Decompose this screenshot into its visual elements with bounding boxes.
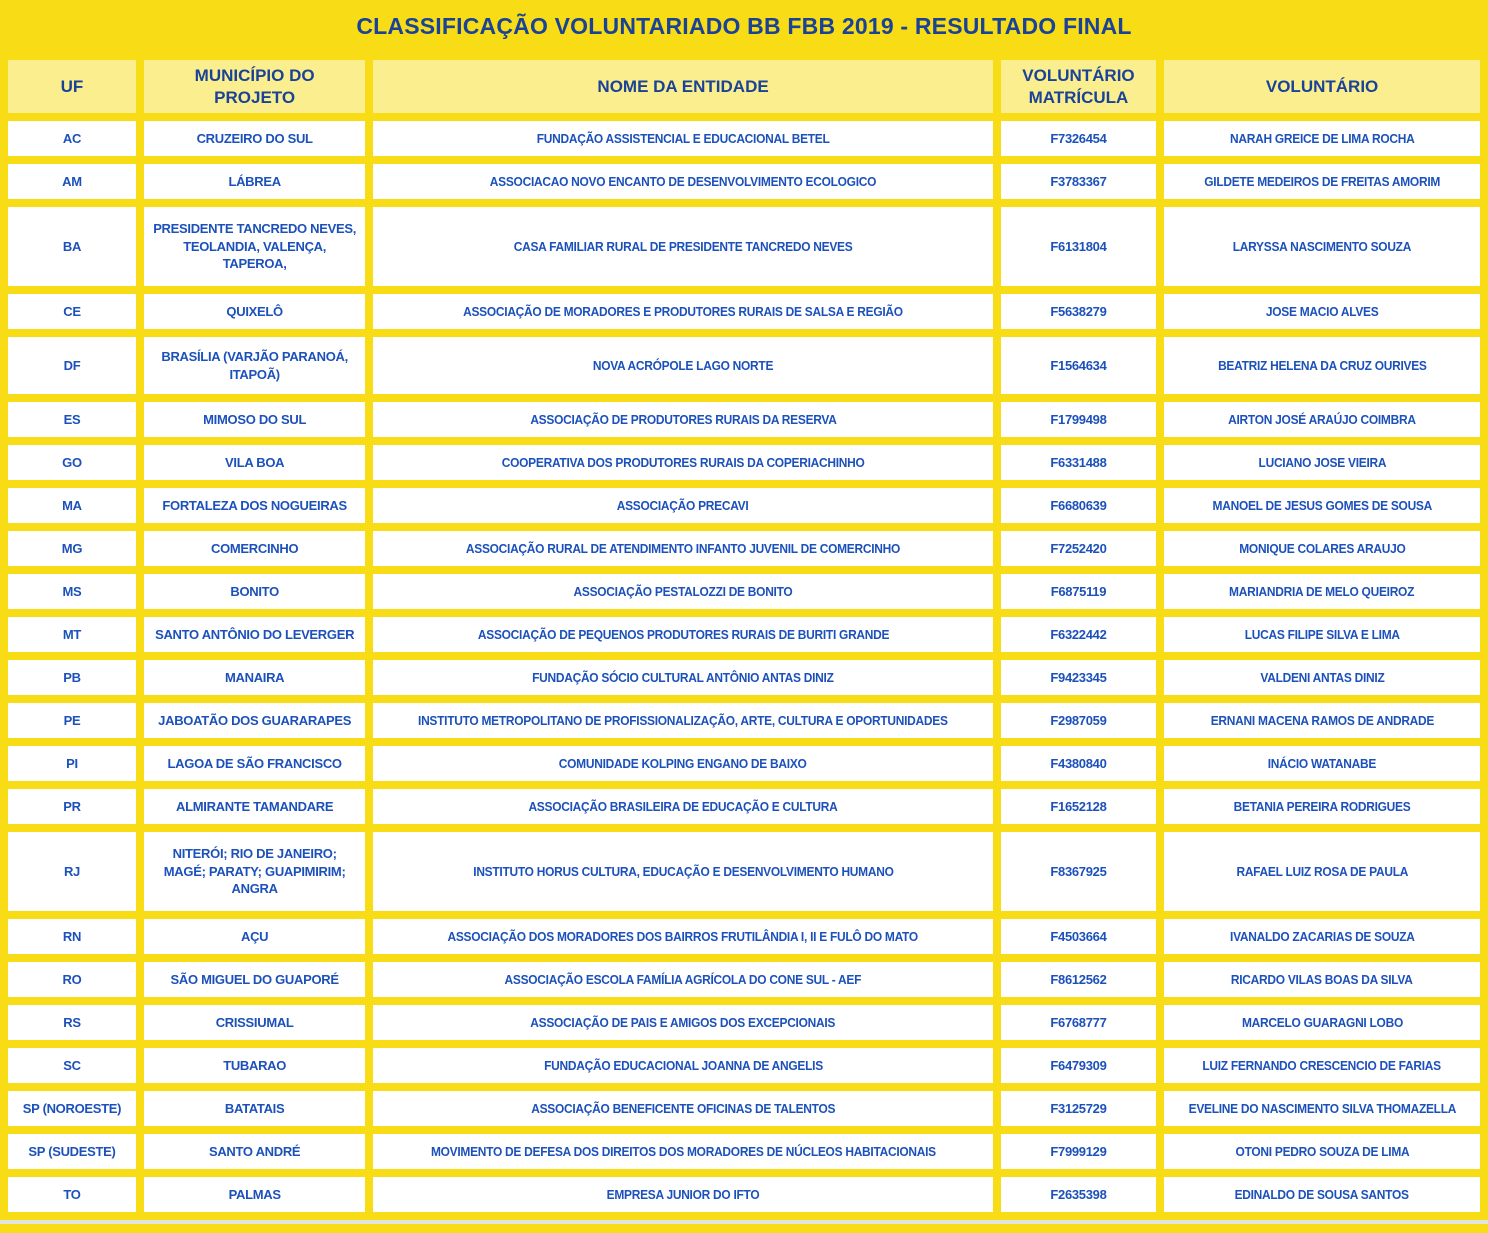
cell-uf: SP (SUDESTE) xyxy=(8,1134,136,1169)
cell-uf: SC xyxy=(8,1048,136,1083)
cell-matricula: F3783367 xyxy=(1001,164,1156,199)
cell-matricula: F4380840 xyxy=(1001,746,1156,781)
table-row xyxy=(8,1091,1480,1126)
column-header-entidade: NOME DA ENTIDADE xyxy=(373,60,992,113)
cell-municipio: VILA BOA xyxy=(144,445,365,480)
cell-voluntario: LUCAS FILIPE SILVA E LIMA xyxy=(1164,617,1480,652)
table-row xyxy=(8,1134,1480,1169)
header-row xyxy=(8,60,1480,113)
table-row xyxy=(8,337,1480,394)
cell-entidade: ASSOCIAÇÃO PRECAVI xyxy=(373,488,992,523)
cell-voluntario: RICARDO VILAS BOAS DA SILVA xyxy=(1164,962,1480,997)
cell-municipio: NITERÓI; RIO DE JANEIRO; MAGÉ; PARATY; GUAPIMIRIM; ANGRA xyxy=(144,832,365,911)
cell-matricula: F4503664 xyxy=(1001,919,1156,954)
cell-uf: BA xyxy=(8,207,136,286)
cell-uf: PI xyxy=(8,746,136,781)
cell-uf: AM xyxy=(8,164,136,199)
table-row xyxy=(8,832,1480,911)
cell-uf: TO xyxy=(8,1177,136,1212)
cell-uf: MS xyxy=(8,574,136,609)
cell-entidade: ASSOCIAÇÃO DOS MORADORES DOS BAIRROS FRUTILÂNDIA I, II E FULÔ DO MATO xyxy=(373,919,992,954)
bottom-strip xyxy=(0,1220,1488,1224)
cell-municipio: BONITO xyxy=(144,574,365,609)
cell-uf: MG xyxy=(8,531,136,566)
cell-municipio: CRUZEIRO DO SUL xyxy=(144,121,365,156)
cell-entidade: CASA FAMILIAR RURAL DE PRESIDENTE TANCREDO NEVES xyxy=(373,207,992,286)
table-row xyxy=(8,1005,1480,1040)
cell-uf: PR xyxy=(8,789,136,824)
cell-municipio: FORTALEZA DOS NOGUEIRAS xyxy=(144,488,365,523)
cell-matricula: F7252420 xyxy=(1001,531,1156,566)
cell-voluntario: EVELINE DO NASCIMENTO SILVA THOMAZELLA xyxy=(1164,1091,1480,1126)
cell-matricula: F7326454 xyxy=(1001,121,1156,156)
title-bar xyxy=(0,0,1488,52)
cell-voluntario: BETANIA PEREIRA RODRIGUES xyxy=(1164,789,1480,824)
cell-uf: AC xyxy=(8,121,136,156)
column-header-municipio: MUNICÍPIO DO PROJETO xyxy=(144,60,365,113)
cell-matricula: F8612562 xyxy=(1001,962,1156,997)
cell-matricula: F6680639 xyxy=(1001,488,1156,523)
cell-entidade: COOPERATIVA DOS PRODUTORES RURAIS DA COPERIACHINHO xyxy=(373,445,992,480)
cell-matricula: F6331488 xyxy=(1001,445,1156,480)
cell-voluntario: MONIQUE COLARES ARAUJO xyxy=(1164,531,1480,566)
cell-entidade: NOVA ACRÓPOLE LAGO NORTE xyxy=(373,337,992,394)
cell-uf: RS xyxy=(8,1005,136,1040)
cell-matricula: F5638279 xyxy=(1001,294,1156,329)
cell-entidade: COMUNIDADE KOLPING ENGANO DE BAIXO xyxy=(373,746,992,781)
cell-voluntario: GILDETE MEDEIROS DE FREITAS AMORIM xyxy=(1164,164,1480,199)
cell-matricula: F2635398 xyxy=(1001,1177,1156,1212)
table-row xyxy=(8,617,1480,652)
cell-voluntario: VALDENI ANTAS DINIZ xyxy=(1164,660,1480,695)
cell-entidade: ASSOCIAÇÃO ESCOLA FAMÍLIA AGRÍCOLA DO CONE SUL - AEF xyxy=(373,962,992,997)
cell-uf: MT xyxy=(8,617,136,652)
cell-municipio: TUBARAO xyxy=(144,1048,365,1083)
cell-municipio: LÁBREA xyxy=(144,164,365,199)
cell-voluntario: MANOEL DE JESUS GOMES DE SOUSA xyxy=(1164,488,1480,523)
cell-municipio: SANTO ANDRÉ xyxy=(144,1134,365,1169)
cell-entidade: FUNDAÇÃO SÓCIO CULTURAL ANTÔNIO ANTAS DINIZ xyxy=(373,660,992,695)
cell-municipio: BRASÍLIA (VARJÃO PARANOÁ, ITAPOÃ) xyxy=(144,337,365,394)
cell-entidade: ASSOCIAÇÃO RURAL DE ATENDIMENTO INFANTO JUVENIL DE COMERCINHO xyxy=(373,531,992,566)
cell-uf: GO xyxy=(8,445,136,480)
cell-matricula: F1652128 xyxy=(1001,789,1156,824)
cell-voluntario: BEATRIZ HELENA DA CRUZ OURIVES xyxy=(1164,337,1480,394)
cell-entidade: FUNDAÇÃO EDUCACIONAL JOANNA DE ANGELIS xyxy=(373,1048,992,1083)
cell-matricula: F2987059 xyxy=(1001,703,1156,738)
table-row xyxy=(8,746,1480,781)
cell-voluntario: OTONI PEDRO SOUZA DE LIMA xyxy=(1164,1134,1480,1169)
cell-municipio: COMERCINHO xyxy=(144,531,365,566)
cell-municipio: JABOATÃO DOS GUARARAPES xyxy=(144,703,365,738)
table-row xyxy=(8,703,1480,738)
cell-matricula: F6875119 xyxy=(1001,574,1156,609)
cell-entidade: ASSOCIACAO NOVO ENCANTO DE DESENVOLVIMENTO ECOLOGICO xyxy=(373,164,992,199)
table-row xyxy=(8,164,1480,199)
cell-entidade: INSTITUTO METROPOLITANO DE PROFISSIONALIZAÇÃO, ARTE, CULTURA E OPORTUNIDADES xyxy=(373,703,992,738)
cell-entidade: MOVIMENTO DE DEFESA DOS DIREITOS DOS MORADORES DE NÚCLEOS HABITACIONAIS xyxy=(373,1134,992,1169)
cell-entidade: ASSOCIAÇÃO PESTALOZZI DE BONITO xyxy=(373,574,992,609)
cell-uf: PE xyxy=(8,703,136,738)
cell-voluntario: NARAH GREICE DE LIMA ROCHA xyxy=(1164,121,1480,156)
cell-voluntario: MARCELO GUARAGNI LOBO xyxy=(1164,1005,1480,1040)
cell-municipio: MANAIRA xyxy=(144,660,365,695)
cell-municipio: CRISSIUMAL xyxy=(144,1005,365,1040)
table-row xyxy=(8,1048,1480,1083)
cell-entidade: ASSOCIAÇÃO DE PAIS E AMIGOS DOS EXCEPCIONAIS xyxy=(373,1005,992,1040)
cell-municipio: PALMAS xyxy=(144,1177,365,1212)
table-row xyxy=(8,531,1480,566)
table-row xyxy=(8,445,1480,480)
cell-voluntario: INÁCIO WATANABE xyxy=(1164,746,1480,781)
cell-uf: ES xyxy=(8,402,136,437)
column-header-uf: UF xyxy=(8,60,136,113)
table-row xyxy=(8,574,1480,609)
cell-matricula: F9423345 xyxy=(1001,660,1156,695)
table-row xyxy=(8,402,1480,437)
cell-municipio: QUIXELÔ xyxy=(144,294,365,329)
cell-voluntario: LUCIANO JOSE VIEIRA xyxy=(1164,445,1480,480)
cell-matricula: F1799498 xyxy=(1001,402,1156,437)
table-header xyxy=(8,60,1480,113)
cell-entidade: INSTITUTO HORUS CULTURA, EDUCAÇÃO E DESENVOLVIMENTO HUMANO xyxy=(373,832,992,911)
table-body xyxy=(8,121,1480,1212)
cell-voluntario: RAFAEL LUIZ ROSA DE PAULA xyxy=(1164,832,1480,911)
column-header-matricula: VOLUNTÁRIO MATRÍCULA xyxy=(1001,60,1156,113)
cell-uf: SP (NOROESTE) xyxy=(8,1091,136,1126)
cell-municipio: PRESIDENTE TANCREDO NEVES, TEOLANDIA, VALENÇA, TAPEROA, xyxy=(144,207,365,286)
cell-uf: PB xyxy=(8,660,136,695)
table-row xyxy=(8,789,1480,824)
cell-matricula: F6479309 xyxy=(1001,1048,1156,1083)
cell-municipio: LAGOA DE SÃO FRANCISCO xyxy=(144,746,365,781)
table-row xyxy=(8,488,1480,523)
cell-municipio: SÃO MIGUEL DO GUAPORÉ xyxy=(144,962,365,997)
cell-entidade: ASSOCIAÇÃO DE MORADORES E PRODUTORES RURAIS DE SALSA E REGIÃO xyxy=(373,294,992,329)
cell-uf: RO xyxy=(8,962,136,997)
table-row xyxy=(8,962,1480,997)
cell-municipio: AÇU xyxy=(144,919,365,954)
column-header-voluntario: VOLUNTÁRIO xyxy=(1164,60,1480,113)
cell-entidade: ASSOCIAÇÃO DE PRODUTORES RURAIS DA RESERVA xyxy=(373,402,992,437)
table-row xyxy=(8,660,1480,695)
table-row xyxy=(8,294,1480,329)
cell-voluntario: LARYSSA NASCIMENTO SOUZA xyxy=(1164,207,1480,286)
cell-entidade: ASSOCIAÇÃO BRASILEIRA DE EDUCAÇÃO E CULTURA xyxy=(373,789,992,824)
cell-matricula: F6768777 xyxy=(1001,1005,1156,1040)
cell-matricula: F8367925 xyxy=(1001,832,1156,911)
table-row xyxy=(8,207,1480,286)
table-row xyxy=(8,121,1480,156)
cell-entidade: ASSOCIAÇÃO DE PEQUENOS PRODUTORES RURAIS DE BURITI GRANDE xyxy=(373,617,992,652)
cell-matricula: F7999129 xyxy=(1001,1134,1156,1169)
cell-entidade: ASSOCIAÇÃO BENEFICENTE OFICINAS DE TALENTOS xyxy=(373,1091,992,1126)
cell-uf: RN xyxy=(8,919,136,954)
cell-voluntario: MARIANDRIA DE MELO QUEIROZ xyxy=(1164,574,1480,609)
cell-entidade: FUNDAÇÃO ASSISTENCIAL E EDUCACIONAL BETEL xyxy=(373,121,992,156)
cell-uf: RJ xyxy=(8,832,136,911)
table-row xyxy=(8,1177,1480,1212)
cell-municipio: ALMIRANTE TAMANDARE xyxy=(144,789,365,824)
cell-municipio: SANTO ANTÔNIO DO LEVERGER xyxy=(144,617,365,652)
table-row xyxy=(8,919,1480,954)
cell-matricula: F3125729 xyxy=(1001,1091,1156,1126)
cell-voluntario: JOSE MACIO ALVES xyxy=(1164,294,1480,329)
cell-voluntario: IVANALDO ZACARIAS DE SOUZA xyxy=(1164,919,1480,954)
results-table xyxy=(0,52,1488,1220)
cell-uf: MA xyxy=(8,488,136,523)
cell-matricula: F6131804 xyxy=(1001,207,1156,286)
cell-uf: DF xyxy=(8,337,136,394)
cell-voluntario: AIRTON JOSÉ ARAÚJO COIMBRA xyxy=(1164,402,1480,437)
cell-uf: CE xyxy=(8,294,136,329)
cell-voluntario: EDINALDO DE SOUSA SANTOS xyxy=(1164,1177,1480,1212)
cell-voluntario: ERNANI MACENA RAMOS DE ANDRADE xyxy=(1164,703,1480,738)
page-title: CLASSIFICAÇÃO VOLUNTARIADO BB FBB 2019 - RESULTADO FINAL xyxy=(356,12,1132,39)
cell-entidade: EMPRESA JUNIOR DO IFTO xyxy=(373,1177,992,1212)
cell-municipio: BATATAIS xyxy=(144,1091,365,1126)
cell-voluntario: LUIZ FERNANDO CRESCENCIO DE FARIAS xyxy=(1164,1048,1480,1083)
cell-matricula: F6322442 xyxy=(1001,617,1156,652)
cell-matricula: F1564634 xyxy=(1001,337,1156,394)
cell-municipio: MIMOSO DO SUL xyxy=(144,402,365,437)
